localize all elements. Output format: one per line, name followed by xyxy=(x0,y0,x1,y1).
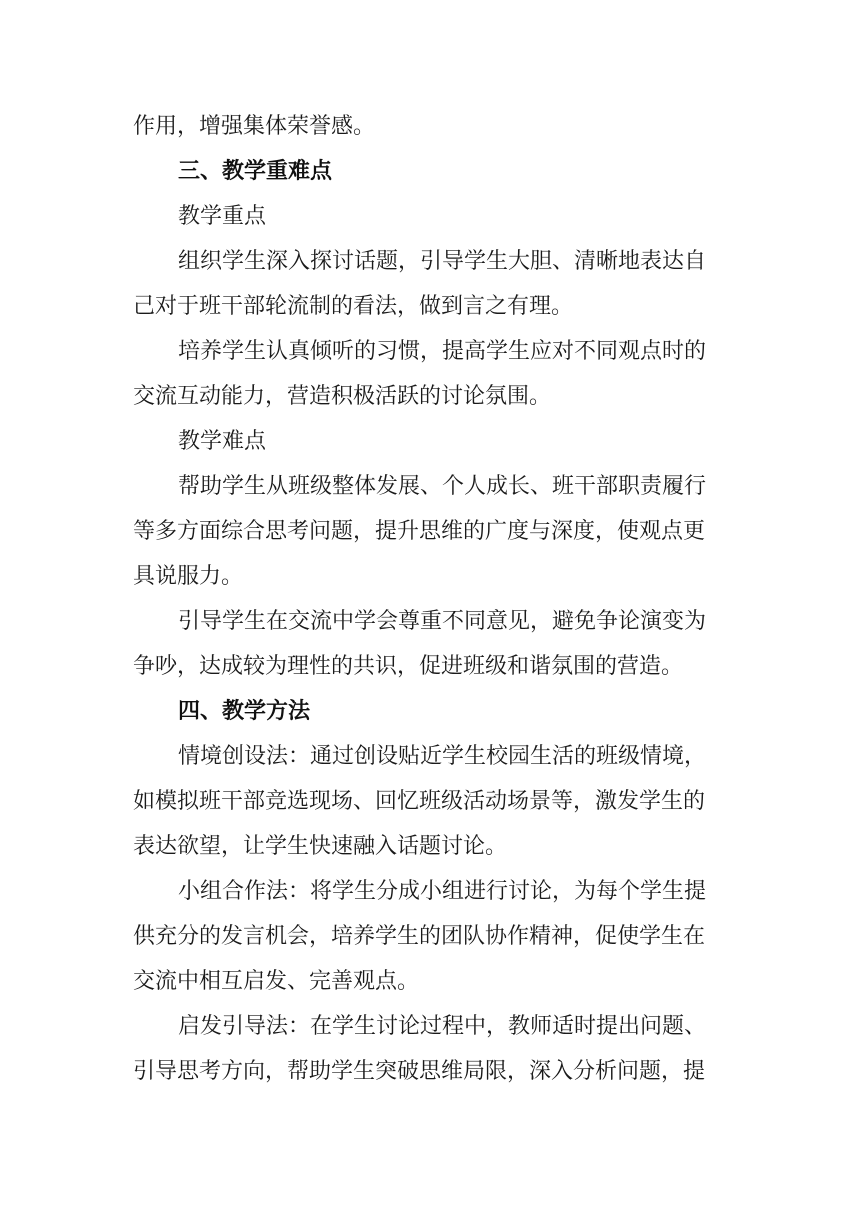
section-heading-key-difficult-points: 三、教学重难点 xyxy=(178,159,333,184)
paragraph-line: 小组合作法：将学生分成小组进行讨论，为每个学生提 xyxy=(178,879,707,904)
paragraph-line: 己对于班干部轮流制的看法，做到言之有理。 xyxy=(133,294,574,319)
paragraph-line: 培养学生认真倾听的习惯，提高学生应对不同观点时的 xyxy=(178,339,707,364)
paragraph-line: 启发引导法：在学生讨论过程中，教师适时提出问题、 xyxy=(178,1014,707,1039)
paragraph-line: 如模拟班干部竞选现场、回忆班级活动场景等，激发学生的 xyxy=(133,789,706,814)
paragraph-line: 争吵，达成较为理性的共识，促进班级和谐氛围的营造。 xyxy=(133,654,684,679)
paragraph-line: 等多方面综合思考问题，提升思维的广度与深度，使观点更 xyxy=(133,519,706,544)
paragraph-line: 引导思考方向，帮助学生突破思维局限，深入分析问题，提 xyxy=(133,1059,706,1084)
paragraph-line: 情境创设法：通过创设贴近学生校园生活的班级情境， xyxy=(178,744,707,769)
paragraph-line: 供充分的发言机会，培养学生的团队协作精神，促使学生在 xyxy=(133,924,706,949)
paragraph-line: 引导学生在交流中学会尊重不同意见，避免争论演变为 xyxy=(178,609,707,634)
paragraph-line: 表达欲望，让学生快速融入话题讨论。 xyxy=(133,834,508,859)
section-heading-teaching-methods: 四、教学方法 xyxy=(178,699,311,724)
paragraph-line: 具说服力。 xyxy=(133,564,244,589)
subheading-key-points: 教学重点 xyxy=(178,204,267,229)
paragraph-line: 交流中相互启发、完善观点。 xyxy=(133,969,420,994)
paragraph-line: 交流互动能力，营造积极活跃的讨论氛围。 xyxy=(133,384,552,409)
paragraph-line: 组织学生深入探讨话题，引导学生大胆、清晰地表达自 xyxy=(178,249,707,274)
paragraph-line: 作用，增强集体荣誉感。 xyxy=(133,114,376,139)
paragraph-line: 帮助学生从班级整体发展、个人成长、班干部职责履行 xyxy=(178,474,707,499)
subheading-difficult-points: 教学难点 xyxy=(178,429,267,454)
